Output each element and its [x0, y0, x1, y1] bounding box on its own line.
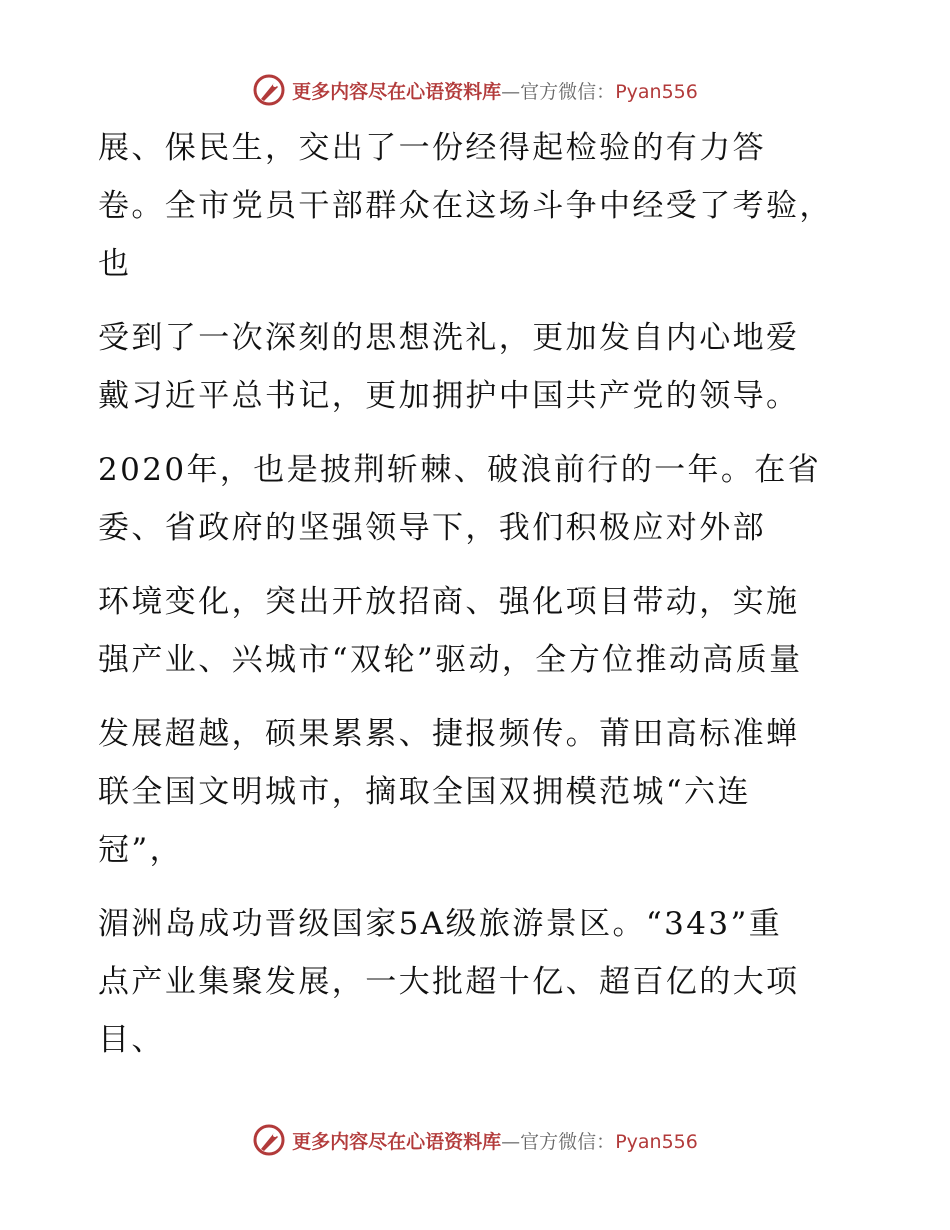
text-line: 冠”，: [98, 832, 184, 868]
watermark-text: [292, 1127, 698, 1154]
text-line: 委、省政府的坚强领导下，我们积极应对外部: [98, 510, 766, 546]
text-line: 环境变化，突出开放招商、强化项目带动，实施: [98, 584, 800, 620]
text-line: 展、保民生，交出了一份经得起检验的有力答: [98, 130, 766, 166]
footer-watermark: [0, 1122, 950, 1158]
text-line: 目、: [98, 1022, 165, 1058]
watermark-wechat-label: 官方微信：: [520, 1130, 616, 1153]
watermark-separator: —: [501, 80, 521, 103]
text-line: 点产业集聚发展，一大批超十亿、超百亿的大项: [98, 964, 800, 1000]
pen-nib-logo-icon: [252, 73, 286, 107]
watermark-separator: —: [501, 1130, 521, 1153]
text-line: 发展超越，硕果累累、捷报频传。莆田高标准蝉: [98, 716, 800, 752]
watermark-text: [292, 77, 698, 104]
text-line: 受到了一次深刻的思想洗礼，更加发自内心地爱: [98, 320, 800, 356]
text-line: 2020年，也是披荆斩棘、破浪前行的一年。在省: [98, 452, 822, 488]
text-line: 联全国文明城市，摘取全国双拥模范城“六连: [98, 774, 751, 810]
pen-nib-logo-icon: [252, 1123, 286, 1157]
text-line: 强产业、兴城市“双轮”驱动，全方位推动高质量: [98, 642, 803, 678]
watermark-wechat-label: 官方微信：: [520, 80, 616, 103]
header-watermark: [0, 72, 950, 108]
text-line: 戴习近平总书记，更加拥护中国共产党的领导。: [98, 378, 800, 414]
watermark-brand: 更多内容尽在心语资料库: [292, 80, 502, 103]
text-line: 湄洲岛成功晋级国家5A级旅游景区。“343”重: [98, 906, 783, 942]
text-line: 卷。全市党员干部群众在这场斗争中经受了考验，: [98, 188, 833, 224]
watermark-wechat-id: Pyan556: [615, 80, 698, 103]
watermark-wechat-id: Pyan556: [615, 1130, 698, 1153]
text-line: 也: [98, 246, 132, 282]
watermark-brand: 更多内容尽在心语资料库: [292, 1130, 502, 1153]
